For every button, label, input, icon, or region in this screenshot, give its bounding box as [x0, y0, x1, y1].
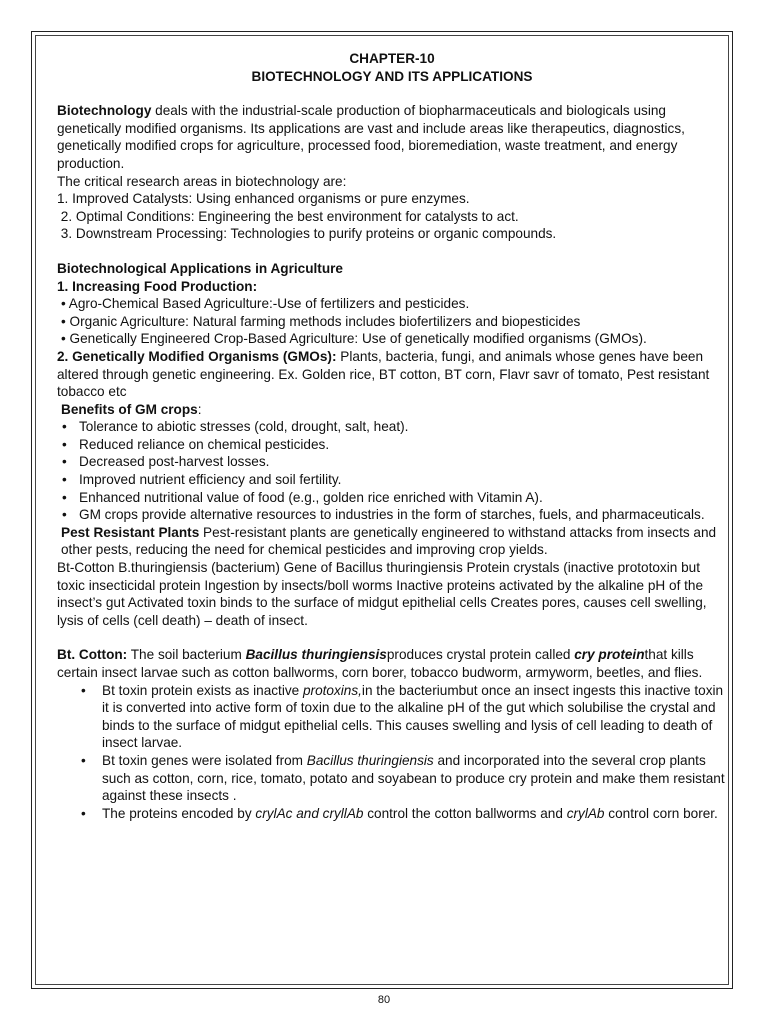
benefits-list: [57, 418, 727, 524]
list-item: • Reduced reliance on chemical pesticides.: [57, 436, 727, 454]
list-item: • GM crops provide alternative resources to industries in the form of starches, fuels, and pharmaceuticals.: [57, 506, 727, 524]
list-item: • Decreased post-harvest losses.: [57, 453, 727, 471]
list-item: • Agro-Chemical Based Agriculture:-Use of fertilizers and pesticides.: [61, 296, 470, 312]
gmo-text: Plants, bacteria, fungi, and animals whose genes have been altered through genetic engineering. Ex. Golden rice, BT cotton, BT corn, Flavr savr of tomato, Pest resistant tobacco etc: [57, 348, 710, 400]
document-body: [57, 50, 727, 822]
benefits-heading: [57, 401, 727, 419]
spacer: [57, 85, 727, 102]
page-number: 80: [377, 994, 391, 1006]
research-area-1: 1. Improved Catalysts: Using enhanced organisms or pure enzymes.: [57, 191, 470, 207]
pest-term: Pest Resistant Plants: [61, 524, 200, 540]
agriculture-heading: [57, 260, 727, 278]
research-area-2: 2. Optimal Conditions: Engineering the best environment for catalysts to act.: [57, 208, 519, 224]
gmo-term: 2. Genetically Modified Organisms (GMOs):: [57, 348, 337, 364]
btcotton-text-1: The soil bacterium: [127, 647, 246, 663]
gmo-paragraph: [57, 348, 727, 401]
spacer: [57, 243, 727, 260]
list-item: • Tolerance to abiotic stresses (cold, drought, salt, heat).: [57, 418, 727, 436]
species-name: Bacillus thuringiensis: [245, 647, 387, 663]
list-item: • Genetically Engineered Crop-Based Agriculture: Use of genetically modified organisms (GMOs).: [61, 331, 647, 347]
pest-resistant-paragraph: [57, 524, 727, 559]
list-item: • Enhanced nutritional value of food (e.g., golden rice enriched with Vitamin A).: [57, 489, 727, 507]
intro-term: Biotechnology: [57, 103, 152, 119]
btcotton-mechanism-paragraph: Bt-Cotton B.thuringiensis (bacterium) Gene of Bacillus thuringiensis Protein crystals (inactive prototoxin but toxic insecticidal protein Ingestion by insects/boll worms Inactive proteins activated by the alkaline pH of the insect’s gut Activated toxin binds to the surface of midgut epithelial cells Creates pores, causes cell swelling, lysis of cells (cell death) – death of insect.: [57, 560, 707, 628]
list-item: • Improved nutrient efficiency and soil fertility.: [57, 471, 727, 489]
chapter-label: CHAPTER-10: [349, 51, 435, 66]
btcotton-text-3: that kills certain insect larvae such as cotton ballworms, corn borer, tobacco budworm, armyworm, beetles, and flies.: [57, 647, 703, 680]
intro-paragraph: [57, 102, 727, 172]
btcotton-term: Bt. Cotton:: [57, 647, 128, 663]
spacer: [57, 629, 727, 646]
list-item: • Bt toxin protein exists as inactive protoxins,in the bacteriumbut once an insect ingests this inactive toxin it is converted into active form of toxin due to the alkaline pH of the gut which solubilise the crystal and binds to the surface of midgut epithelial cells. This causes swelling and lysis of cell leading to death of insect larvae.: [57, 682, 727, 752]
pest-text: Pest-resistant plants are genetically engineered to withstand attacks from insects and other pests, reducing the need for chemical pesticides and improving crop yields.: [61, 524, 717, 558]
food-production-heading-text: 1. Increasing Food Production:: [57, 278, 258, 294]
cry-protein-term: cry protein: [574, 647, 645, 663]
btcotton-text-2: produces crystal protein called: [386, 647, 575, 663]
btcotton-points: [57, 682, 727, 823]
research-lead: The critical research areas in biotechnology are:: [57, 173, 347, 189]
list-item: • The proteins encoded by crylAc and cryllAb control the cotton ballworms and crylAb control corn borer.: [57, 805, 727, 823]
approach-list: [57, 295, 727, 348]
chapter-title: BIOTECHNOLOGY AND ITS APPLICATIONS: [251, 68, 533, 84]
benefits-colon: :: [197, 401, 202, 417]
btcotton-paragraph: [57, 646, 727, 681]
agriculture-heading-text: Biotechnological Applications in Agriculture: [57, 260, 343, 276]
list-item: • Bt toxin genes were isolated from Bacillus thuringiensis and incorporated into the several crop plants such as cotton, corn, rice, tomato, potato and soyabean to produce cry protein and make them resistant against these insects .: [57, 752, 727, 805]
intro-text: deals with the industrial-scale production of biopharmaceuticals and biologicals using genetically modified organisms. Its applications are vast and include areas like therapeutics, diagnostics, genetically modified crops for agriculture, processed food, bioremediation, waste treatment, and energy production.: [57, 103, 685, 171]
research-area-3: 3. Downstream Processing: Technologies to purify proteins or organic compounds.: [57, 226, 557, 242]
food-production-heading: [57, 278, 727, 296]
list-item: • Organic Agriculture: Natural farming methods includes biofertilizers and biopesticides: [61, 313, 581, 329]
benefits-heading-text: Benefits of GM crops: [61, 401, 198, 417]
